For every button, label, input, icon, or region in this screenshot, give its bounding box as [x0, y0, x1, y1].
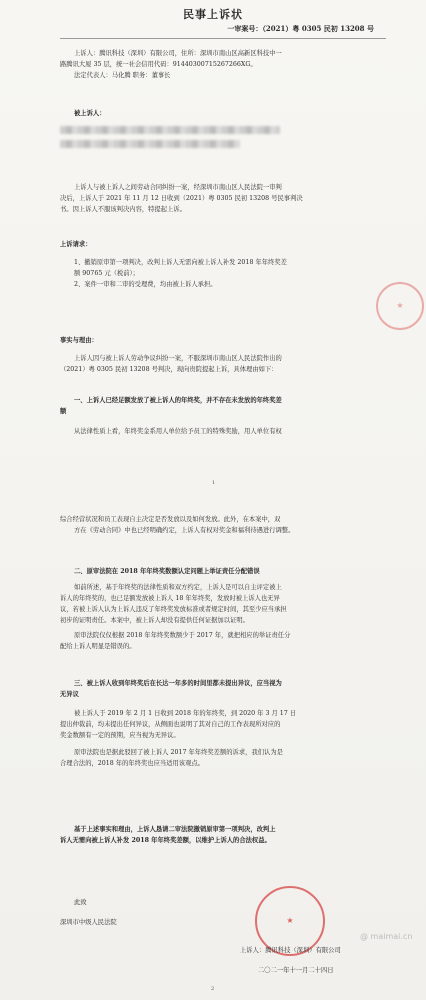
point-1-heading [60, 395, 360, 417]
point-2-line: 配给上诉人明显是错误的。 [60, 643, 136, 650]
point-3-line: 被上诉人于 2019 年 2 月 1 日收到 2018 年的年终奖，到 2020 年 3 月 17 日 [74, 710, 297, 717]
point-1-line: 从法律性质上看，年终奖金系用人单位给予员工的特殊奖励，用人单位有权 [74, 428, 282, 435]
page-mark-1: 1 [212, 480, 216, 486]
point-2-line: 原审法院仅仅根据 2018 年年终奖数额少于 2017 年，就把相应的举证责任分 [74, 632, 291, 639]
seal-star-icon: ★ [286, 916, 294, 925]
case-number: 一审案号：（2021）粤 0305 民初 13208 号 [227, 24, 374, 33]
point-1-cont-line: 方在《劳动合同》中也已经明确约定，上诉人有权对奖金和福利待遇进行调整。 [74, 527, 295, 534]
point-2-line: 初步的证明责任。本案中，被上诉人却没有提供任何证据加以证明。 [60, 617, 249, 624]
intro-line: 决后，上诉人于 2021 年 11 月 12 日收到（2021）粤 0305 民初 13208 号民事判决 [60, 195, 303, 202]
point-1-heading-line-1: 一、上诉人已经足额发放了被上诉人的年终奖，并不存在未发放的年终奖差 [74, 397, 282, 404]
page-mark-2: 2 [211, 986, 215, 992]
intro-line: 书。因上诉人不服该判决内容，特提起上诉。 [60, 206, 186, 213]
conclusion-line: 基于上述事实和理由，上诉人恳请二审法院撤销原审第一项判决，改判上 [74, 826, 276, 833]
point-3-line: 合理合法的，2018 年的年终奖也应当适用该观点。 [60, 760, 204, 767]
court-name: 深圳市中级人民法院 [60, 919, 117, 926]
salutation: 此致 [74, 899, 87, 906]
watermark: @ maimai.cn [360, 932, 413, 941]
point-2-paragraph-1 [60, 582, 360, 626]
point-2-heading [60, 566, 360, 577]
appellant-representative: 法定代表人：马化腾 职务：董事长 [74, 72, 171, 79]
point-1-continued [60, 514, 360, 536]
point-3-heading-line-2: 无异议 [60, 691, 79, 698]
point-2-line: 如前所述，基于年终奖的法律性质和双方约定，上诉人是可以自主评定被上 [74, 584, 282, 591]
facts-line: 上诉人因与被上诉人劳动争议纠纷一案，不服深圳市南山区人民法院作出的 [74, 355, 282, 362]
seal-star-icon: ★ [396, 301, 404, 310]
conclusion-line: 诉人无需向被上诉人补发 2018 年年终奖差额，以维护上诉人的合法权益。 [60, 837, 271, 844]
point-3-line: 原审法院也是据此驳回了被上诉人 2017 年年终奖差额的诉求，我们认为是 [74, 749, 283, 756]
facts-paragraph [60, 353, 360, 375]
point-3-paragraph-2 [60, 747, 360, 769]
facts-heading: 事实与理由： [60, 337, 98, 344]
point-3-heading-line-1: 三、被上诉人收到年终奖后在长达一年多的时间里都未提出异议，应当视为 [74, 680, 282, 687]
appellant-block [60, 48, 360, 81]
conclusion-paragraph [60, 824, 360, 846]
company-seal-partial [376, 282, 424, 330]
signature: 上诉人：腾讯科技（深圳）有限公司 [240, 947, 341, 954]
document-title: 民事上诉状 [183, 8, 243, 21]
point-3-line: 提出仲裁前，均未提出任何异议，从侧面也说明了其对自己的工作表现所对应的 [60, 721, 281, 728]
request-item-1: 1、撤销原审第一项判决，改判上诉人无需向被上诉人补发 2018 年年终奖差 [74, 259, 287, 266]
redacted-appellee-info [60, 126, 280, 134]
appellee-label: 被上诉人： [74, 110, 106, 117]
request-item-2: 2、案件一审和二审的受理费，均由被上诉人承担。 [74, 281, 217, 288]
point-3-paragraph-1 [60, 708, 360, 741]
point-1-cont-line: 综合经营状况和员工表现自主决定是否发放以及如何发放。此外，在本案中，双 [60, 516, 281, 523]
requests-heading: 上诉请求： [60, 241, 92, 248]
facts-line: （2021）粤 0305 民初 13208 号判决，现向贵院提起上诉，具体理由如下： [60, 366, 278, 373]
intro-line: 上诉人与被上诉人之间劳动合同纠纷一案，经深圳市南山区人民法院一审判 [74, 184, 282, 191]
intro-paragraph [60, 182, 360, 215]
appellant-line-1: 上诉人：腾讯科技（深圳）有限公司，住所：深圳市南山区高新区科技中一 [74, 50, 282, 57]
point-3-line: 奖金数额有一定的预期，应当视为无异议。 [60, 732, 180, 739]
point-2-line: 诉人的年终奖的，也已足额发放被上诉人 18 年年终奖，发放时被上诉人也无异 [60, 595, 280, 602]
point-1-heading-line-2: 额 [60, 408, 67, 415]
point-2-heading-line: 二、原审法院在 2018 年年终奖数额认定问题上举证责任分配错误 [74, 568, 260, 575]
point-2-line: 议，若被上诉人认为上诉人违反了年终奖发放标准或者规定时间，其至少应当承担 [60, 606, 287, 613]
request-item-1-cont: 额 90765 元（税前）； [74, 270, 139, 277]
point-2-paragraph-2 [60, 630, 360, 652]
appellant-line-2: 路腾讯大厦 35 层，统一社会信用代码：91440300715267266XG。 [60, 61, 257, 68]
requests-list [60, 257, 360, 290]
point-3-heading [60, 678, 360, 700]
redacted-appellee-info-2 [60, 140, 240, 148]
point-1-text [60, 426, 360, 437]
signing-date: 二〇二一年十一月二十四日 [258, 967, 334, 974]
header-divider [60, 38, 386, 39]
